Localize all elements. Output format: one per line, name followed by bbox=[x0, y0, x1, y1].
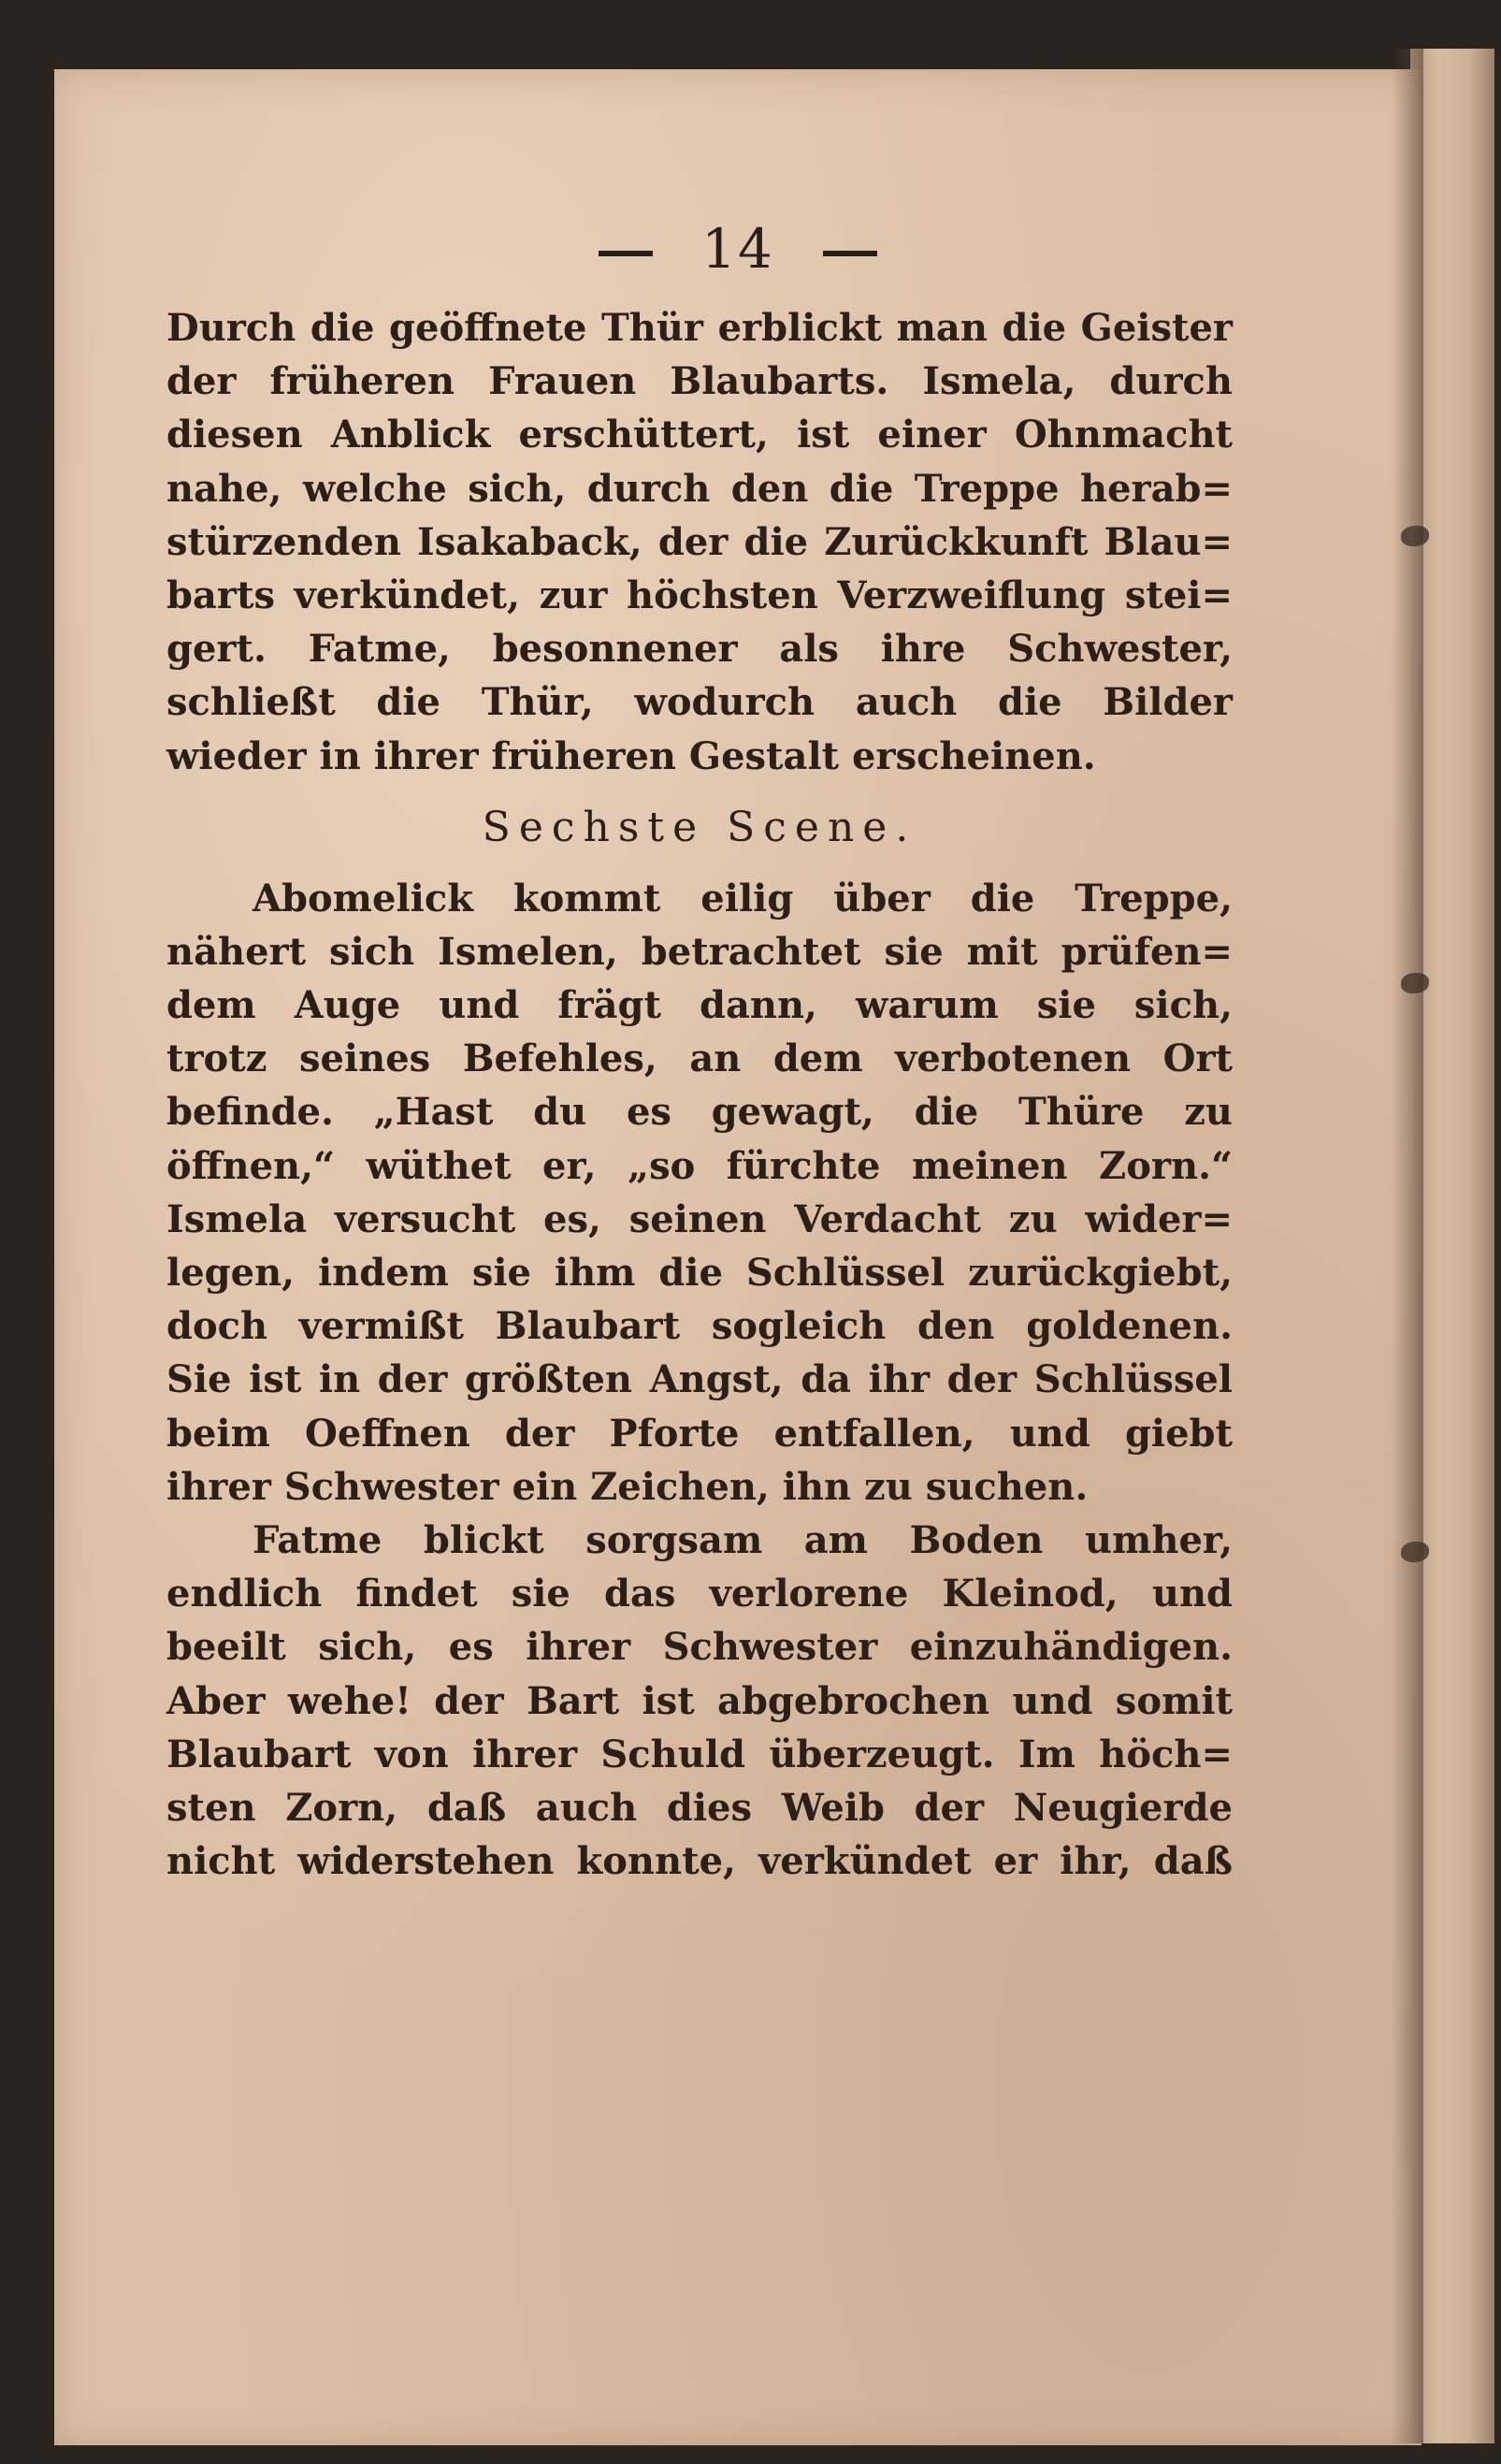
page-number bbox=[54, 217, 1422, 281]
text-line: nahe, welche sich, durch den die Treppe herab= bbox=[166, 466, 1233, 511]
text-line: Ismela versucht es, seinen Verdacht zu wider= bbox=[166, 1196, 1233, 1241]
body-text bbox=[166, 301, 1233, 1888]
text-line: beeilt sich, es ihrer Schwester einzuhändigen. bbox=[166, 1625, 1233, 1670]
text-line: doch vermißt Blaubart sogleich den goldenen. bbox=[166, 1304, 1233, 1349]
text-line: gert. Fatme, besonnener als ihre Schwester, bbox=[166, 627, 1233, 672]
paragraph-3 bbox=[166, 1514, 1233, 1888]
text-line: der früheren Frauen Blaubarts. Ismela, durch bbox=[166, 359, 1233, 404]
text-line: nähert sich Ismelen, betrachtet sie mit prüfen= bbox=[166, 929, 1233, 974]
gutter-shadow bbox=[1392, 49, 1423, 2443]
text-line: nicht widerstehen konnte, verkündet er ihr, daß bbox=[166, 1839, 1233, 1884]
text-line: öffnen,“ wüthet er, „so fürchte meinen Zorn.“ bbox=[166, 1143, 1233, 1188]
text-line: trotz seines Befehles, an dem verbotenen Ort bbox=[166, 1036, 1233, 1081]
text-line: stürzenden Isakaback, der die Zurückkunft Blau= bbox=[166, 519, 1233, 564]
text-line: Durch die geöffnete Thür erblickt man die Geister bbox=[166, 306, 1233, 350]
text-line: endlich findet sie das verlorene Kleinod, und bbox=[166, 1572, 1233, 1616]
text-line: dem Auge und frägt dann, warum sie sich, bbox=[166, 983, 1233, 1028]
page-number-dash-right bbox=[823, 251, 877, 256]
scene-heading: Sechste Scene. bbox=[482, 803, 917, 851]
text-line: Aber wehe! der Bart ist abgebrochen und somit bbox=[166, 1678, 1233, 1723]
text-line: Fatme blickt sorgsam am Boden umher, bbox=[253, 1517, 1233, 1562]
text-line: schließt die Thür, wodurch auch die Bilder bbox=[166, 680, 1233, 725]
text-line: beim Oeffnen der Pforte entfallen, und giebt bbox=[166, 1411, 1233, 1456]
paragraph-1 bbox=[166, 301, 1233, 783]
text-line: ihrer Schwester ein Zeichen, ihn zu suchen. bbox=[166, 1464, 1089, 1509]
page-number-value: 14 bbox=[701, 217, 774, 281]
text-line: Sie ist in der größten Angst, da ihr der Schlüssel bbox=[166, 1357, 1233, 1402]
text-line: barts verkündet, zur höchsten Verzweiflung stei= bbox=[166, 573, 1233, 617]
text-line: Abomelick kommt eilig über die Treppe, bbox=[253, 876, 1233, 920]
text-line: sten Zorn, daß auch dies Weib der Neugierde bbox=[166, 1785, 1233, 1830]
paragraph-2 bbox=[166, 872, 1233, 1514]
text-line: Blaubart von ihrer Schuld überzeugt. Im höch= bbox=[166, 1732, 1233, 1776]
text-line: befinde. „Hast du es gewagt, die Thüre zu bbox=[166, 1090, 1233, 1135]
text-line: wieder in ihrer früheren Gestalt erscheinen. bbox=[166, 733, 1096, 778]
text-line: diesen Anblick erschüttert, ist einer Ohnmacht bbox=[166, 413, 1233, 457]
page-number-dash-left bbox=[599, 251, 653, 256]
text-line: legen, indem sie ihm die Schlüssel zurückgiebt, bbox=[166, 1251, 1233, 1295]
